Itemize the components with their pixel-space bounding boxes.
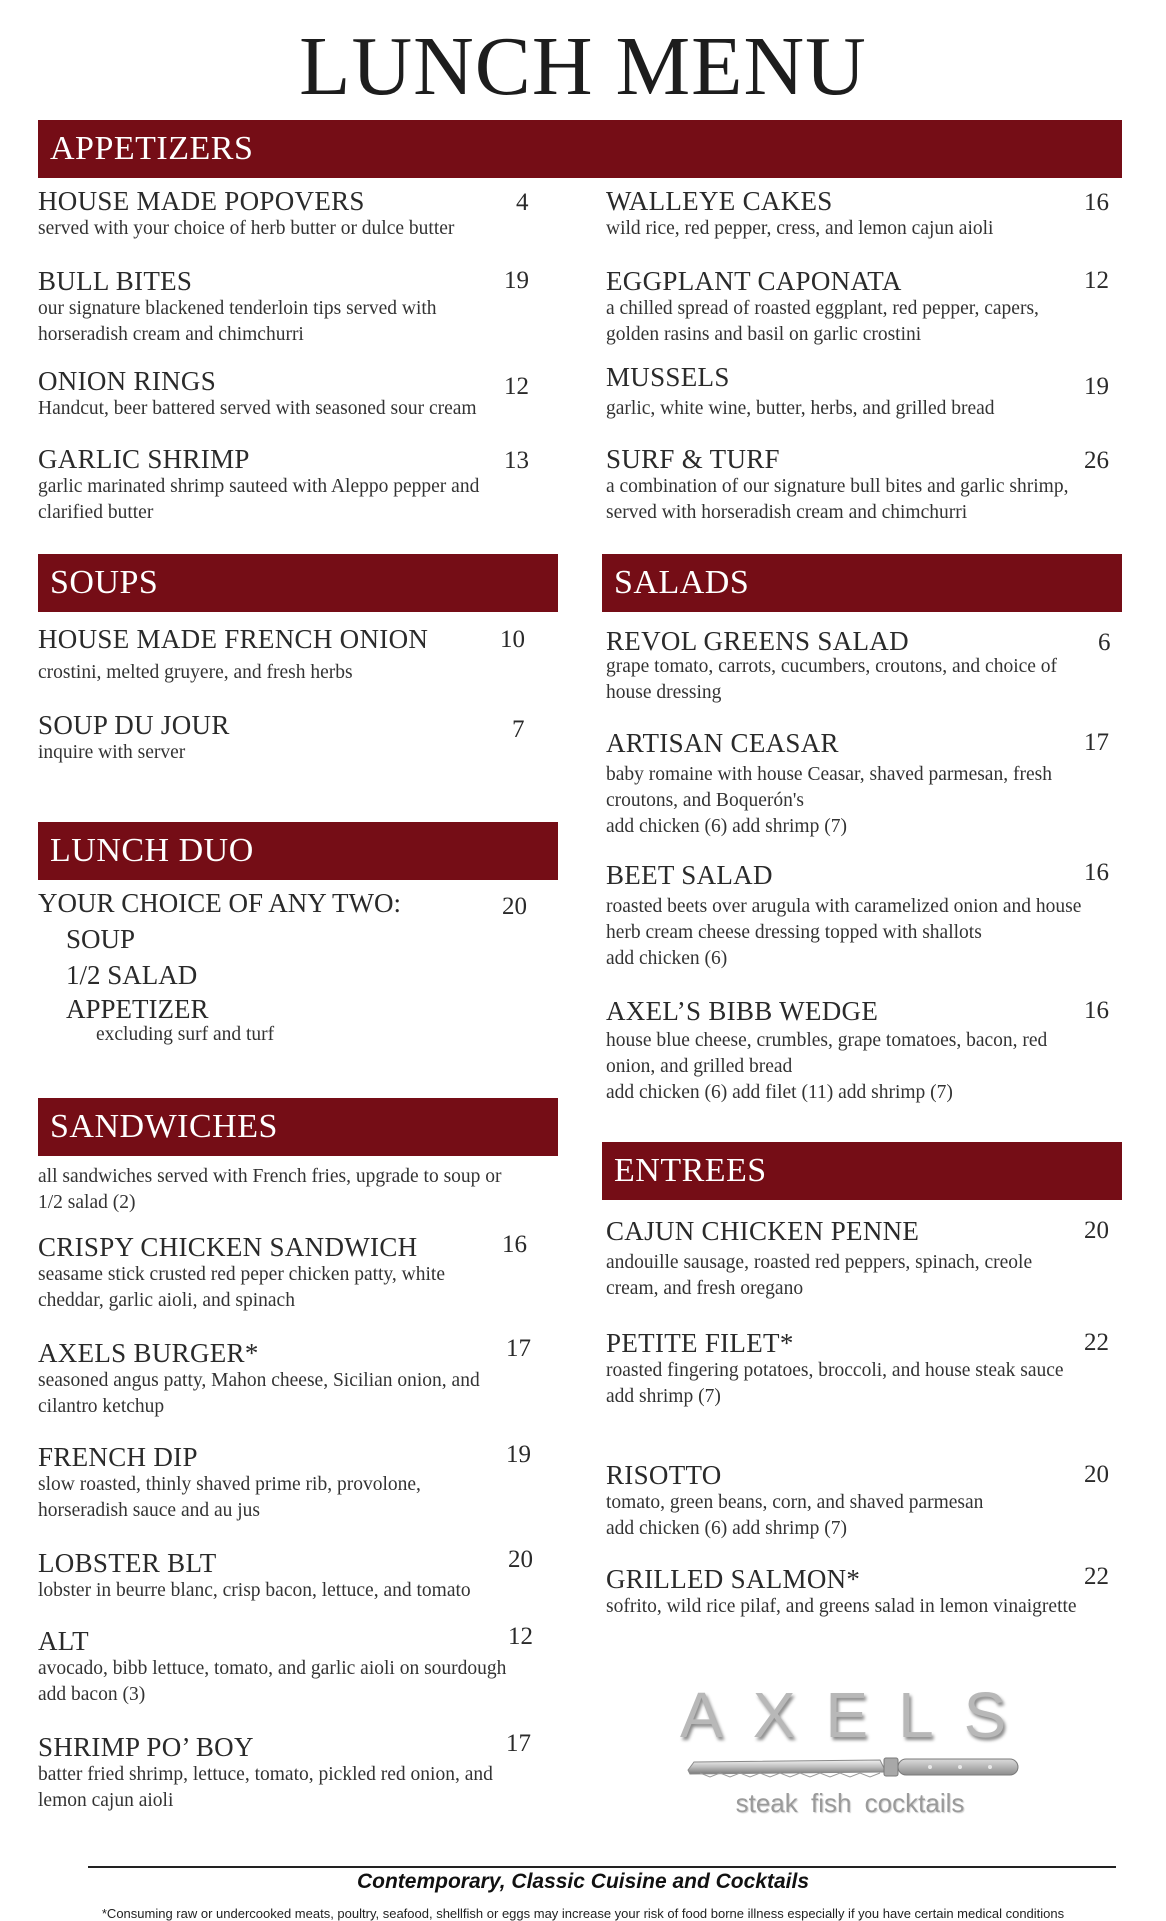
item-description: roasted beets over arugula with caramelized onion and house herb cream cheese dressing topped with shallots [606, 896, 1082, 943]
item-name: HOUSE MADE FRENCH ONION [38, 624, 429, 654]
footer-tagline: Contemporary, Classic Cuisine and Cocktails [356, 1870, 810, 1893]
menu-item [606, 996, 1086, 1106]
item-price: 13 [504, 447, 529, 474]
item-name: EGGPLANT CAPONATA [606, 266, 902, 296]
item-price: 6 [1098, 629, 1111, 656]
menu-item [38, 1442, 508, 1524]
item-name: GARLIC SHRIMP [38, 444, 250, 474]
item-addon: add bacon (3) [38, 1684, 146, 1705]
item-price: 20 [1084, 1217, 1109, 1244]
item-addon: add chicken (6) add shrimp (7) [606, 816, 847, 837]
sandwiches-note: all sandwiches served with French fries, upgrade to soup or 1/2 salad (2) [38, 1166, 502, 1213]
item-price: 17 [1084, 729, 1109, 756]
item-name: AXEL’S BIBB WEDGE [606, 996, 879, 1026]
item-name: ONION RINGS [38, 366, 217, 396]
item-price: 16 [1084, 997, 1109, 1024]
item-name: SHRIMP PO’ BOY [38, 1732, 254, 1762]
menu-item [606, 1328, 1086, 1410]
menu-item [606, 728, 1086, 840]
item-description: batter fried shrimp, lettuce, tomato, pickled red onion, and lemon cajun aioli [38, 1764, 493, 1811]
item-price: 22 [1084, 1329, 1109, 1356]
section-header-entrees: ENTREES [602, 1142, 1122, 1200]
axels-logo [680, 1678, 1040, 1838]
section-header-lunch-duo: LUNCH DUO [38, 822, 558, 880]
item-name: ARTISAN CEASAR [606, 728, 839, 758]
item-description: garlic marinated shrimp sauteed with Aleppo pepper and clarified butter [38, 476, 480, 523]
item-price: 26 [1084, 447, 1109, 474]
duo-option: 1/2 SALAD [66, 960, 198, 990]
item-price: 17 [506, 1335, 531, 1362]
menu-item [606, 1564, 1086, 1620]
duo-option: SOUP [66, 924, 136, 954]
item-name: REVOL GREENS SALAD [606, 626, 909, 656]
item-name: RISOTTO [606, 1460, 722, 1490]
menu-item [606, 444, 1076, 526]
item-name: CRISPY CHICKEN SANDWICH [38, 1232, 418, 1262]
item-price: 16 [1084, 189, 1109, 216]
duo-option: APPETIZER [66, 994, 209, 1024]
item-name: HOUSE MADE POPOVERS [38, 186, 365, 216]
item-name: SOUP DU JOUR [38, 710, 230, 740]
item-name: SURF & TURF [606, 444, 780, 474]
item-description: Handcut, beer battered served with seasoned sour cream [38, 398, 477, 419]
item-description: a chilled spread of roasted eggplant, red pepper, capers, golden rasins and basil on garlic crostini [606, 298, 1039, 345]
item-name: BEET SALAD [606, 860, 773, 890]
logo-tagline: steak fish cocktails [735, 1788, 965, 1818]
item-price: 16 [1084, 859, 1109, 886]
menu-item [38, 710, 508, 766]
item-name: WALLEYE CAKES [606, 186, 833, 216]
item-price: 10 [500, 626, 525, 653]
duo-note: excluding surf and turf [96, 1024, 275, 1045]
item-description: seasoned angus patty, Mahon cheese, Sicilian onion, and cilantro ketchup [38, 1370, 480, 1417]
menu-item [606, 362, 1076, 422]
item-description: a combination of our signature bull bites and garlic shrimp, served with horseradish cream and chimchurri [606, 476, 1069, 523]
menu-item [606, 1216, 1086, 1302]
menu-item [606, 626, 1086, 706]
item-name: ALT [38, 1626, 89, 1656]
logo-wordmark: AXELS [680, 1679, 1037, 1751]
item-price: 19 [504, 267, 529, 294]
menu-item [38, 444, 508, 526]
item-name: AXELS BURGER* [38, 1338, 259, 1368]
item-price: 17 [506, 1730, 531, 1757]
item-addon: add chicken (6) add filet (11) add shrimp (7) [606, 1082, 953, 1103]
item-description: avocado, bibb lettuce, tomato, and garlic aioli on sourdough [38, 1658, 507, 1679]
menu-item [38, 1232, 508, 1314]
menu-item [38, 1732, 508, 1814]
item-description: andouille sausage, roasted red peppers, spinach, creole cream, and fresh oregano [606, 1252, 1033, 1299]
item-price: 12 [508, 1623, 533, 1650]
item-description: served with your choice of herb butter or dulce butter [38, 218, 455, 239]
footer-divider [88, 1866, 1116, 1868]
item-name: PETITE FILET* [606, 1328, 794, 1358]
item-description: our signature blackened tenderloin tips served with horseradish cream and chimchurri [38, 298, 437, 345]
menu-item [606, 1460, 1086, 1542]
item-addon: add shrimp (7) [606, 1386, 721, 1407]
item-price: 4 [516, 189, 529, 216]
item-addon: add chicken (6) [606, 948, 728, 969]
item-price: 20 [502, 893, 527, 920]
item-name: CAJUN CHICKEN PENNE [606, 1216, 920, 1246]
menu-title: LUNCH MENU [299, 20, 867, 113]
item-description: sofrito, wild rice pilaf, and greens salad in lemon vinaigrette [606, 1596, 1077, 1617]
item-description: inquire with server [38, 742, 186, 763]
item-name: GRILLED SALMON* [606, 1564, 861, 1594]
item-description: roasted fingering potatoes, broccoli, and house steak sauce [606, 1360, 1064, 1381]
item-price: 20 [508, 1546, 533, 1573]
item-price: 12 [504, 373, 529, 400]
item-description: grape tomato, carrots, cucumbers, croutons, and choice of house dressing [606, 656, 1058, 703]
item-description: baby romaine with house Ceasar, shaved parmesan, fresh croutons, and Boquerón's [606, 764, 1052, 811]
item-name: BULL BITES [38, 266, 193, 296]
item-name: MUSSELS [606, 362, 730, 392]
item-description: crostini, melted gruyere, and fresh herbs [38, 662, 353, 683]
section-header-salads: SALADS [602, 554, 1122, 612]
item-description: tomato, green beans, corn, and shaved parmesan [606, 1492, 984, 1513]
menu-item [38, 624, 508, 686]
menu-item [606, 860, 1086, 972]
item-price: 12 [1084, 267, 1109, 294]
menu-item [38, 1338, 508, 1420]
item-price: 7 [512, 716, 525, 743]
item-description: lobster in beurre blanc, crisp bacon, lettuce, and tomato [38, 1580, 471, 1601]
item-description: slow roasted, thinly shaved prime rib, provolone, horseradish sauce and au jus [38, 1474, 421, 1521]
item-price: 19 [1084, 373, 1109, 400]
item-price: 19 [506, 1441, 531, 1468]
item-description: house blue cheese, crumbles, grape tomatoes, bacon, red onion, and grilled bread [606, 1030, 1048, 1077]
item-description: wild rice, red pepper, cress, and lemon cajun aioli [606, 218, 994, 239]
menu-item [38, 1626, 538, 1708]
menu-item [606, 266, 1076, 348]
item-name: LOBSTER BLT [38, 1548, 217, 1578]
menu-item [606, 186, 1076, 242]
footer-disclaimer: *Consuming raw or undercooked meats, poultry, seafood, shellfish or eggs may increase your risk of food borne illness especially if you have certain medical conditions [101, 1906, 1065, 1921]
item-addon: add chicken (6) add shrimp (7) [606, 1518, 847, 1539]
item-price: 22 [1084, 1563, 1109, 1590]
item-name: FRENCH DIP [38, 1442, 198, 1472]
menu-item [38, 186, 508, 242]
section-header-appetizers: APPETIZERS [38, 120, 1122, 178]
item-price: 20 [1084, 1461, 1109, 1488]
section-header-sandwiches: SANDWICHES [38, 1098, 558, 1156]
item-description: garlic, white wine, butter, herbs, and grilled bread [606, 398, 995, 419]
duo-heading: YOUR CHOICE OF ANY TWO: [38, 888, 402, 918]
item-description: seasame stick crusted red peper chicken patty, white cheddar, garlic aioli, and spinach [38, 1264, 445, 1311]
steak-knife-icon [680, 1750, 1040, 1786]
menu-item [38, 366, 518, 422]
menu-item [38, 266, 508, 348]
section-header-soups: SOUPS [38, 554, 558, 612]
menu-item [38, 1548, 518, 1604]
item-price: 16 [502, 1231, 527, 1258]
